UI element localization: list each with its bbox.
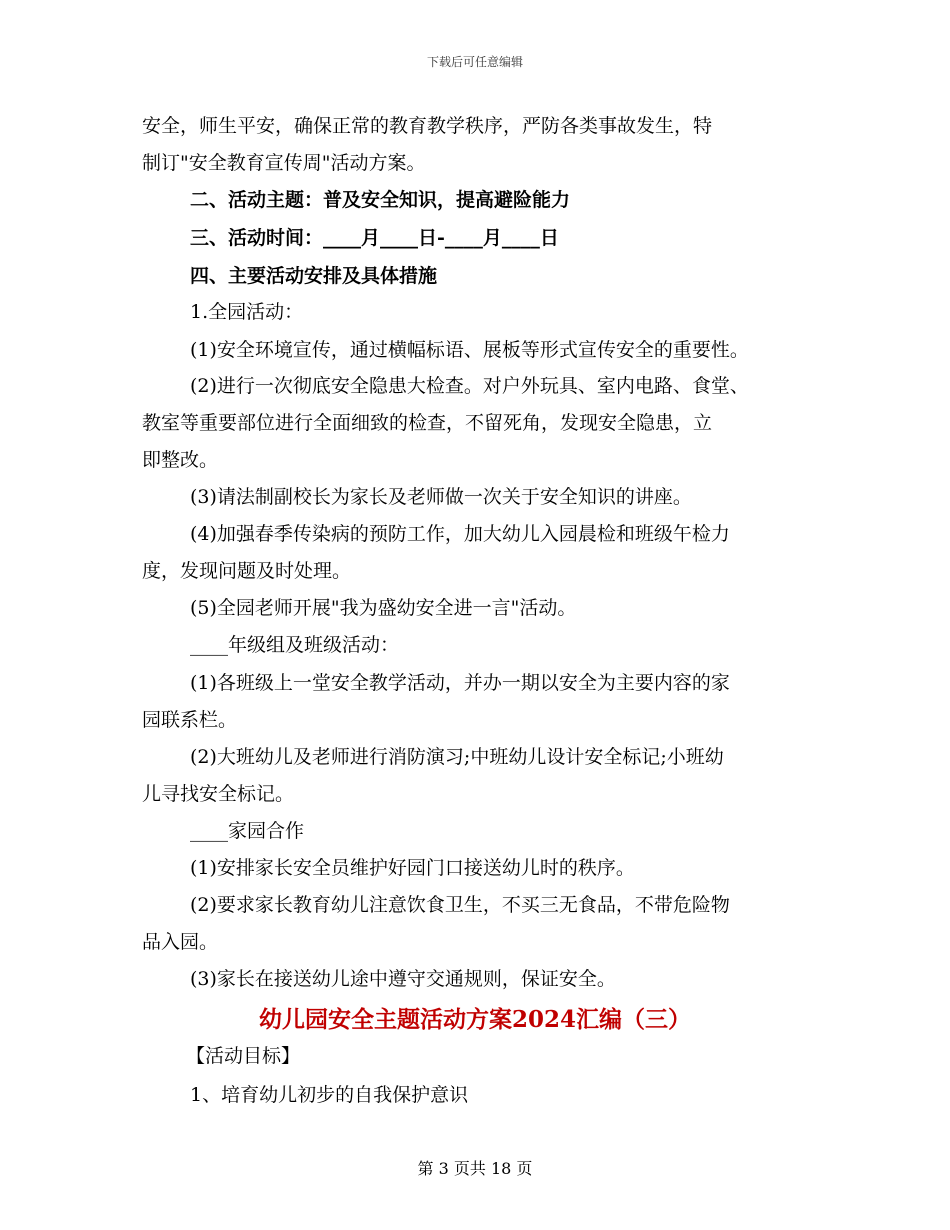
body-line: (3)家长在接送幼儿途中遵守交通规则，保证安全。	[190, 968, 616, 990]
body-line: 安全，师生平安，确保正常的教育教学秩序，严防各类事故发生，特	[142, 115, 713, 137]
body-line: 1、培育幼儿初步的自我保护意识	[190, 1084, 469, 1106]
body-line: ____家园合作	[190, 820, 305, 842]
body-line: 1.全园活动：	[190, 301, 304, 323]
page-footer: 第 3 页共 18 页	[417, 1159, 533, 1178]
body-line: 【活动目标】	[186, 1045, 301, 1067]
section-heading: 三、活动时间：____月____日-____月____日	[190, 227, 559, 249]
body-line: 教室等重要部位进行全面细致的检查，不留死角，发现安全隐患，立	[142, 412, 713, 434]
section-title: 幼儿园安全主题活动方案2024汇编（三）	[258, 1006, 691, 1033]
section-heading: 二、活动主题：普及安全知识，提高避险能力	[190, 189, 571, 211]
body-line: (2)进行一次彻底安全隐患大检查。对户外玩具、室内电路、食堂、	[190, 375, 749, 397]
body-line: (1)各班级上一堂安全教学活动，并办一期以安全为主要内容的家	[190, 672, 730, 694]
body-line: (1)安排家长安全员维护好园门口接送幼儿时的秩序。	[190, 857, 635, 879]
body-line: (4)加强春季传染病的预防工作，加大幼儿入园晨检和班级午检力	[190, 523, 730, 545]
body-line: (3)请法制副校长为家长及老师做一次关于安全知识的讲座。	[190, 486, 692, 508]
body-line: 儿寻找安全标记。	[142, 783, 295, 805]
body-line: (5)全园老师开展"我为盛幼安全进一言"活动。	[190, 597, 577, 619]
body-line: 即整改。	[142, 449, 219, 471]
body-line: (2)大班幼儿及老师进行消防演习;中班幼儿设计安全标记;小班幼	[190, 746, 724, 768]
body-line: 制订"安全教育宣传周"活动方案。	[142, 152, 426, 174]
section-heading: 四、主要活动安排及具体措施	[190, 265, 438, 287]
body-line: 园联系栏。	[142, 709, 238, 731]
body-line: 品入园。	[142, 931, 219, 953]
body-line: (1)安全环境宣传，通过横幅标语、展板等形式宣传安全的重要性。	[190, 339, 749, 361]
body-line: (2)要求家长教育幼儿注意饮食卫生，不买三无食品，不带危险物	[190, 894, 730, 916]
page-header: 下载后可任意编辑	[426, 55, 523, 69]
body-line: 度，发现问题及时处理。	[142, 560, 352, 582]
body-line: ____年级组及班级活动：	[190, 634, 400, 656]
